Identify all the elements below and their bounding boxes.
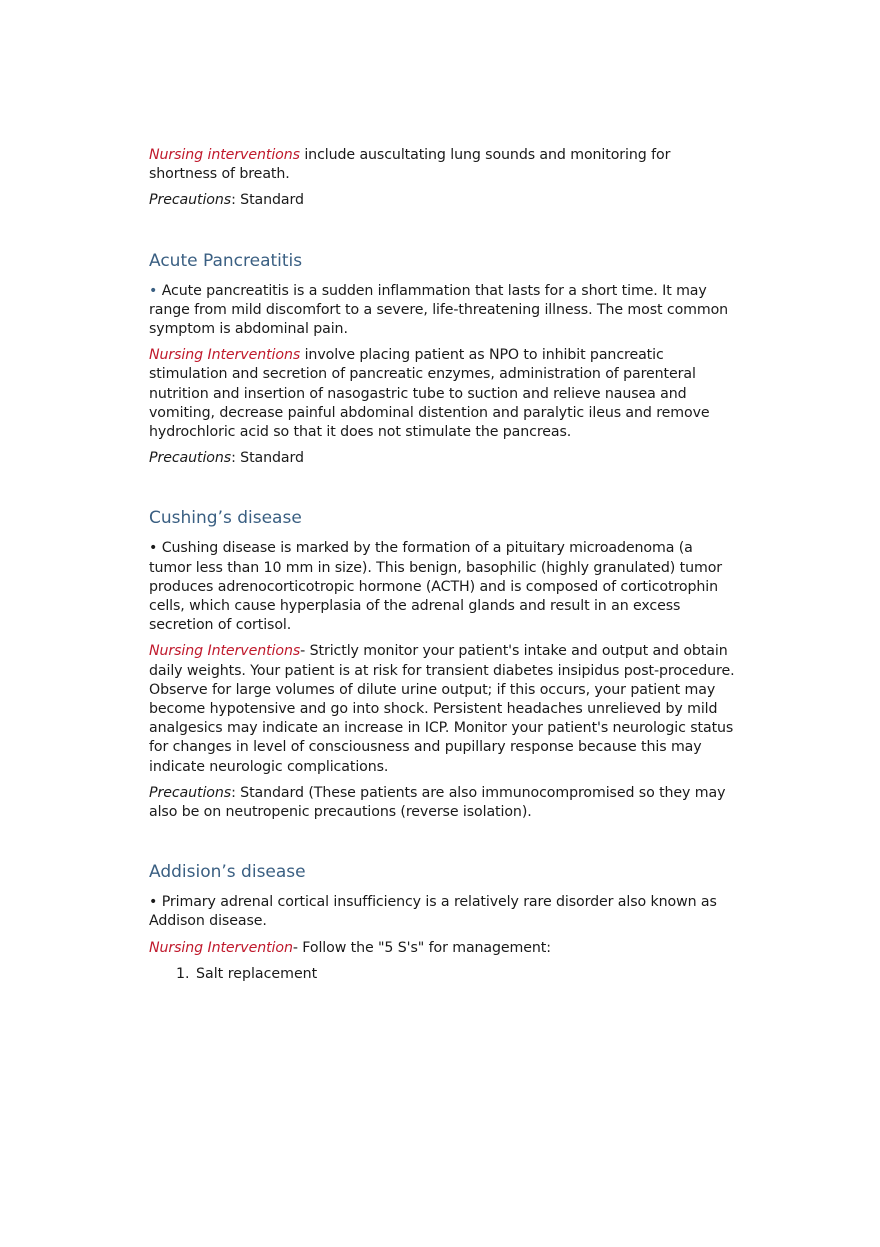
bullet-icon: • [149,282,158,299]
interventions-label: Nursing Interventions [149,347,301,364]
precautions-text: : Standard (These patients are also immunocompromised so they may also be on neutropenic precautions (reverse isolation). [149,784,726,821]
interventions-label: Nursing Interventions [149,643,301,660]
precautions-label: Precautions [149,784,232,801]
cushings-precautions [149,784,739,822]
section-heading-acute-pancreatitis: Acute Pancreatitis [149,250,303,271]
intro-interventions-paragraph [149,146,739,184]
interventions-text: involve placing patient as NPO to inhibit pancreatic stimulation and secretion of pancreatic enzymes, administration of parenteral nutrition and insertion of nasogastric tube to suction and relieve nausea and vomiting, decrease painful abdominal distention and paralytic ileus and remove hydrochloric acid so that it does not stimulate the pancreas. [149,347,710,441]
section-heading-addisons-disease: Addision’s disease [149,862,306,883]
pancreatitis-description [149,282,739,340]
pancreatitis-precautions [149,449,739,468]
cushings-interventions [149,642,739,776]
section-heading-cushings-disease: Cushing’s disease [149,508,302,529]
precautions-label: Precautions [149,192,232,209]
bullet-icon: • [149,894,158,911]
interventions-text: - Follow the "5 S's" for management: [292,939,551,956]
document-page [149,146,739,984]
precautions-text: : Standard [231,192,304,209]
interventions-label: Nursing Intervention [149,939,293,956]
addisons-description [149,893,739,931]
cushings-description [149,539,739,635]
interventions-text: include auscultating lung sounds and monitoring for shortness of breath. [149,147,671,183]
precautions-text: : Standard [231,450,304,467]
intro-precautions-paragraph [149,191,739,210]
bullet-icon: • [149,540,158,557]
pancreatitis-interventions [149,346,739,442]
description-text: Acute pancreatitis is a sudden inflammation that lasts for a short time. It may range from mild discomfort to a severe, life-threatening illness. The most common symptom is abdominal pain. [149,282,729,338]
interventions-label: Nursing interventions [149,147,300,163]
management-list [149,965,739,984]
description-text: Cushing disease is marked by the formation of a pituitary microadenoma (a tumor less than 10 mm in size). This benign, basophilic (highly granulated) tumor produces adrenocorticotropic hormone (ACTH) and is composed of corticotrophin cells, which cause hyperplasia of the adrenal glands and result in an excess secretion of cortisol. [149,540,723,634]
list-item: 1. Salt replacement [194,965,739,984]
description-text: Primary adrenal cortical insufficiency is a relatively rare disorder also known as Addison disease. [149,894,717,930]
precautions-label: Precautions [149,450,232,467]
addisons-interventions [149,939,739,958]
interventions-text: - Strictly monitor your patient's intake and output and obtain daily weights. Your patient is at risk for transient diabetes insipidus post-procedure. Observe for large volumes of dilute urine output; if this occurs, your patient may become hypotensive and go into shock. Persistent headaches unrelieved by mild analgesics may indicate an increase in ICP. Monitor your patient's neurologic status for changes in level of consciousness and pupillary response because this may indicate neurologic complications. [149,643,735,775]
